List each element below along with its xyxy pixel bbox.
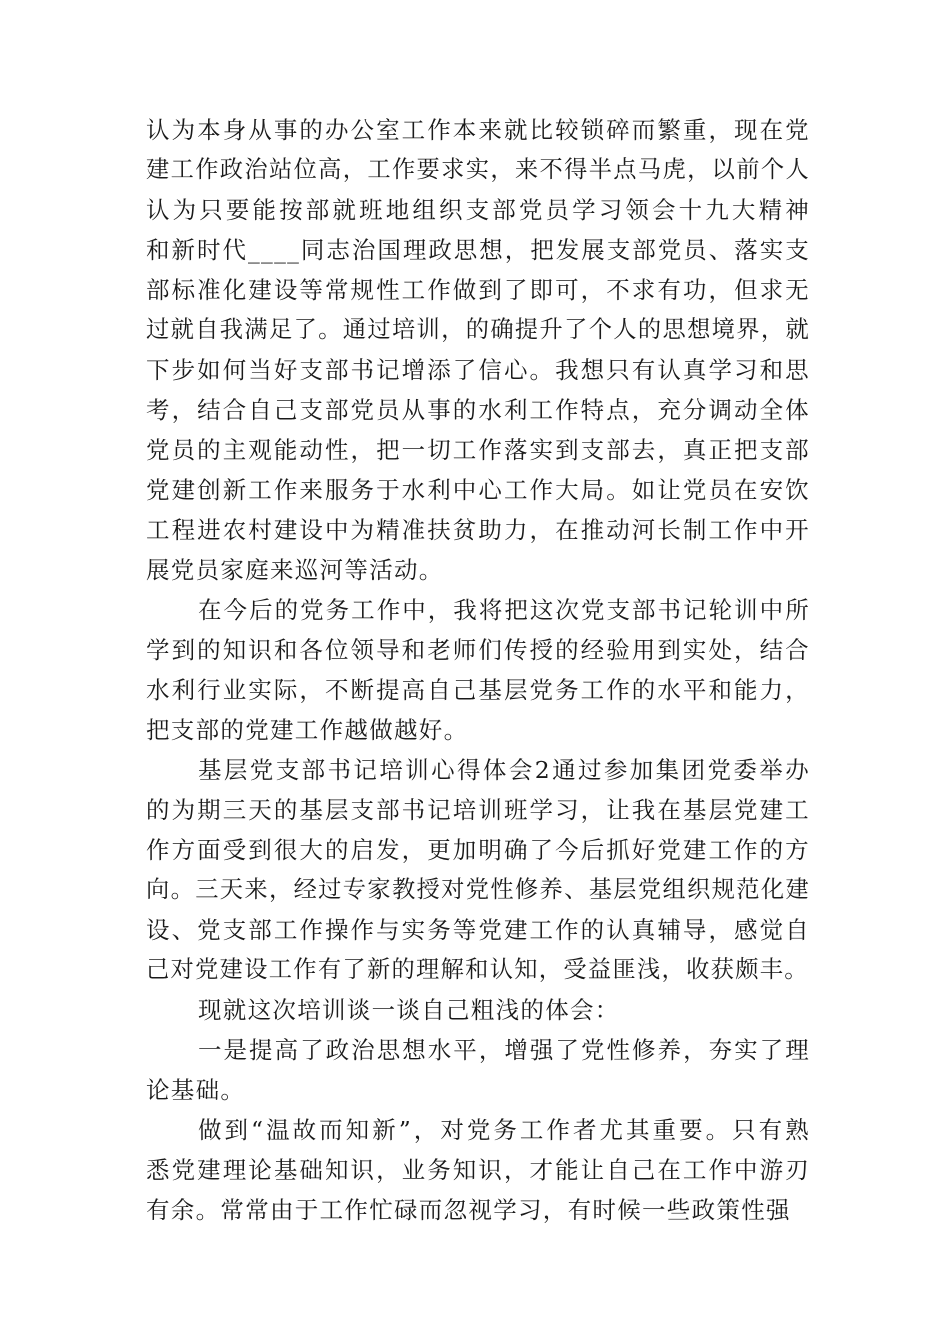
text-line: 一是提高了政治思想水平，增强了党性修养，夯实了理: [198, 1036, 810, 1064]
text-line: 论基础。: [146, 1076, 246, 1104]
text-line: 悉党建理论基础知识，业务知识，才能让自己在工作中游刃: [146, 1156, 810, 1184]
document-body: [146, 110, 810, 1230]
text-line: 做到“温故而知新”，对党务工作者尤其重要。只有熟: [198, 1116, 810, 1144]
text-line: 的为期三天的基层支部书记培训班学习，让我在基层党建工: [146, 796, 810, 824]
text-line: 工程进农村建设中为精准扶贫助力，在推动河长制工作中开: [146, 516, 810, 544]
paragraph: [146, 590, 810, 750]
text-line: 学到的知识和各位领导和老师们传授的经验用到实处，结合: [146, 636, 810, 664]
paragraph: [146, 110, 810, 590]
text-line: 党员的主观能动性，把一切工作落实到支部去，真正把支部: [146, 436, 810, 464]
text-line: 基层党支部书记培训心得体会2通过参加集团党委举办: [198, 756, 810, 784]
text-line: 过就自我满足了。通过培训，的确提升了个人的思想境界，就: [146, 316, 810, 343]
text-line: 向。三天来，经过专家教授对党性修养、基层党组织规范化建: [146, 876, 810, 903]
paragraph: [146, 1110, 810, 1230]
text-line: 设、党支部工作操作与实务等党建工作的认真辅导，感觉自: [146, 916, 810, 944]
text-line: 现就这次培训谈一谈自己粗浅的体会：: [198, 996, 620, 1024]
paragraph: [146, 750, 810, 990]
paragraph: [146, 990, 810, 1030]
text-line: 作方面受到很大的启发，更加明确了今后抓好党建工作的方: [146, 836, 810, 864]
text-line: 认为本身从事的办公室工作本来就比较锁碎而繁重，现在党: [146, 116, 810, 144]
text-line: 己对党建设工作有了新的理解和认知，受益匪浅，收获颇丰。: [146, 956, 809, 983]
text-line: 和新时代____同志治国理政思想，把发展支部党员、落实支: [146, 236, 810, 264]
text-line: 在今后的党务工作中，我将把这次党支部书记轮训中所: [198, 596, 810, 624]
text-line: 水利行业实际，不断提高自己基层党务工作的水平和能力，: [146, 676, 810, 704]
text-line: 把支部的党建工作越做越好。: [146, 716, 469, 744]
text-line: 有余。常常由于工作忙碌而忽视学习，有时候一些政策性强: [146, 1196, 791, 1224]
text-line: 考，结合自己支部党员从事的水利工作特点，充分调动全体: [146, 396, 810, 424]
text-line: 部标准化建设等常规性工作做到了即可，不求有功，但求无: [146, 276, 810, 304]
text-line: 下步如何当好支部书记增添了信心。我想只有认真学习和思: [146, 356, 810, 384]
text-line: 党建创新工作来服务于水利中心工作大局。如让党员在安饮: [146, 476, 810, 504]
text-line: 建工作政治站位高，工作要求实，来不得半点马虎，以前个人: [146, 156, 810, 183]
paragraph: [146, 1030, 810, 1110]
text-line: 认为只要能按部就班地组织支部党员学习领会十九大精神: [146, 196, 810, 224]
text-line: 展党员家庭来巡河等活动。: [146, 556, 444, 584]
